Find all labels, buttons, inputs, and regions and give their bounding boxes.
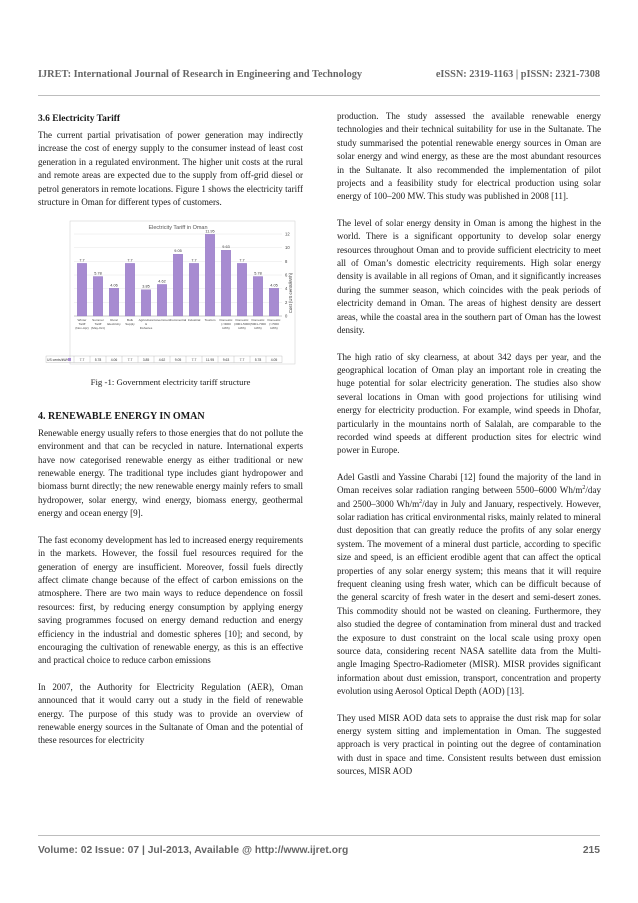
paragraph: The level of solar energy density in Oman is among the highest in the world. There is a significant opportunity to develop solar energy resources throughout Oman and to provide sufficient electricity to meet all of Oman’s domestic electricity requirements. High solar energy density is available in all regions of Oman, and it significantly increases during the summer season, which coincides with the peak periods of electricity demand in Oman. The areas of highest density are dessert areas, while the coastal area in the southern part of Oman has the lowest density. — [337, 217, 601, 336]
x-tick-label-line: Tourism — [204, 318, 216, 323]
chart-title: Electricity Tariff in Oman — [148, 225, 208, 232]
table-cell: 5.78 — [94, 358, 102, 363]
left-column — [38, 113, 303, 761]
page-footer — [38, 845, 600, 859]
x-tick-label-line: kWh) — [222, 326, 230, 331]
paragraph — [337, 471, 601, 699]
table-cell: 9.05 — [174, 358, 182, 363]
table-cell: 5.78 — [254, 358, 262, 363]
data-label: 9.05 — [174, 249, 182, 254]
table-cell: 7.7 — [127, 358, 133, 363]
data-label: 3.85 — [142, 285, 150, 290]
header-rule — [38, 95, 600, 96]
data-label: 4.06 — [110, 283, 118, 288]
page-header — [38, 69, 600, 83]
x-tick-label-line: Supply — [125, 322, 135, 327]
bar — [141, 290, 151, 316]
tariff-chart — [38, 218, 303, 368]
x-tick-label-line: (May-Oct) — [91, 326, 105, 331]
bar — [77, 264, 87, 317]
x-tick-label-line: Bulk — [126, 318, 134, 323]
footer-rule — [38, 835, 600, 836]
x-tick-label-line: Fisheries — [139, 326, 153, 331]
table-cell: 9.63 — [222, 358, 230, 363]
x-tick-label-line: Government — [153, 318, 171, 323]
table-cell: 4.05 — [270, 358, 278, 363]
data-label: 7.7 — [191, 258, 197, 263]
bar — [189, 264, 199, 317]
superscript: 2 — [419, 498, 423, 505]
y-tick-label: 0 — [285, 313, 288, 319]
bar — [269, 289, 279, 317]
tariff-chart-figure — [38, 218, 303, 368]
x-tick-label — [170, 318, 187, 322]
y-tick-label: 4 — [285, 286, 288, 292]
data-label: 5.78 — [254, 271, 262, 276]
x-tick-label-line: (3001-5000 — [234, 322, 250, 327]
paragraph: In 2007, the Authority for Electricity Regulation (AER), Oman announced that it would carry out a study in the field of renewable energy. The purpose of this study was to provide an overview of renewable energy sources in the Sultanate of Oman and the potential of these resources for electricity — [38, 681, 303, 746]
data-label: 5.78 — [94, 271, 102, 276]
paragraph: The current partial privatisation of power generation may indirectly increase the cost of energy supply to the consumer instead of least cost generation in a regulated environment. The higher unit costs at the rural and remote areas are expected due to the supply from off-grid diesel or petrol generators in remote locations. Figure 1 shows the electricity tariff structure in Oman for different types of customers. — [38, 130, 303, 208]
x-tick-label-line: kWh) — [254, 326, 262, 331]
superscript: 2 — [582, 485, 586, 492]
data-label: 9.63 — [222, 245, 230, 250]
legend-series-name: US cents/kWh — [47, 358, 69, 363]
data-label: 4.62 — [158, 279, 166, 284]
bar — [221, 251, 231, 317]
x-tick-label-line: & — [144, 322, 148, 327]
text-run: /day in July and January, respectively. However, solar radiation has critical environmental risks, mainly related to mineral dust deposition that can greatly reduce the profits of any solar energy system. The movement of a mineral dust particle, according to specific size and speed, is an efficient erodible agent that can affect the optical properties of any solar energy system; this means that it will require frequent cleaning using fresh water, which can be difficult because of the general scarcity of fresh water in the desert and semi-desert zones. This commodity should not be wasted on cleaning. Furthermore, they also studied the degree of contamination from mineral dust and tracked the exposure to dust constraint on the local scale using proxy open source data, considering recent NASA satellite data from the Multi-angle Imaging Spectro-Radiometer (MISR). MISR provides significant information about dust emission, transport, concentration and property evolution using Aerosol Optical Depth (AOD) [13]. — [337, 498, 601, 697]
bar — [125, 264, 135, 317]
bar — [237, 264, 247, 317]
paragraph: The fast economy development has led to increased energy requirements in the markets. However, the fossil fuel resources required for the generation of energy are insufficient. Moreover, fossil fuels directly affect climate change because of the effect of carbon emissions on the atmosphere. There are two main ways to reduce dependence on fossil resources: first, by reducing energy consumption by applying energy saving programmes focused on energy demand reduction and energy efficiency in the industrial and domestic spheres [10]; and second, by encouraging the cultivation of renewable energy, as this is an effective and practical choice to reduce carbon emissions — [38, 534, 303, 666]
y-axis-label: Cost (US cents/kWh) — [288, 273, 293, 314]
table-cell: 7.7 — [191, 358, 197, 363]
x-tick-label — [153, 318, 170, 322]
table-cell: 4.62 — [158, 358, 166, 363]
x-tick-label-line: (Nov-Apr) — [75, 326, 89, 331]
y-tick-label: 6 — [285, 272, 288, 278]
data-label: 7.7 — [79, 258, 85, 263]
x-tick-label-line: Summer — [92, 318, 104, 323]
right-column — [337, 110, 601, 792]
bar — [253, 277, 263, 316]
bar — [93, 277, 103, 316]
x-tick-label-line: Electricity — [107, 322, 121, 327]
paragraph: They used MISR AOD data sets to appraise the dust risk map for solar energy system sitting and implementation in Oman. The suggested approach is very practical in pointing out the degree of contamination with dust in space and time. Consistent results between dust emission sources, MISR AOD — [337, 712, 601, 777]
section-heading-3-6: 3.6 Electricity Tariff — [38, 114, 121, 124]
data-label: 4.05 — [270, 283, 278, 288]
section-heading-4: 4. RENEWABLE ENERGY IN OMAN — [38, 410, 205, 422]
x-tick-label-line: Domestic — [251, 318, 265, 323]
table-cell: 4.06 — [110, 358, 118, 363]
x-tick-label-line: Winter — [77, 318, 87, 323]
legend-swatch — [68, 358, 71, 361]
x-tick-label-line: (5001-7000 — [250, 322, 266, 327]
text-run: /day and 2500–3000 Wh/m — [337, 485, 601, 509]
x-tick-label-line: Domestic — [235, 318, 249, 323]
bar — [109, 289, 119, 317]
data-label: 7.7 — [127, 258, 133, 263]
journal-title: IJRET: International Journal of Research in Engineering and Technology — [38, 69, 363, 80]
page-number: 215 — [582, 845, 600, 856]
x-tick-label-line: kWh) — [238, 326, 246, 331]
x-tick-label-line: Industrial — [187, 318, 201, 323]
table-cell: 7.7 — [79, 358, 85, 363]
issn-label: eISSN: 2319-1163 | pISSN: 2321-7308 — [435, 69, 600, 80]
x-tick-label-line: (<3000 — [221, 322, 231, 327]
data-label: 11.95 — [205, 229, 215, 234]
x-tick-label — [188, 318, 201, 322]
x-tick-label-line: Tariff — [78, 322, 86, 327]
table-cell: 3.85 — [142, 358, 150, 363]
x-tick-label-line: Rural — [110, 318, 118, 323]
x-tick-label-line: Commercial — [169, 318, 187, 323]
bar — [173, 255, 183, 317]
table-cell: 7.7 — [239, 358, 245, 363]
x-tick-label-line: Agriculture — [138, 318, 154, 323]
paragraph: Renewable energy usually refers to those energies that do not pollute the environment and that can be recycled in nature. International experts have now categorised renewable energy as either traditional or new renewable energy. The traditional type includes giant hydropower and biomass burnt directly; the new renewable energy mainly refers to small hydropower, solar energy, wind energy, biomass energy, geothermal energy and ocean energy [9]. — [38, 427, 303, 519]
y-tick-label: 12 — [285, 231, 290, 237]
paragraph: production. The study assessed the available renewable energy technologies and their technical suitability for use in the Sultanate. The study summarised the potential renewable energy sources in Oman are solar energy and wind energy, as these are the most abundant resources in the Sultanate. It also recommended the implementation of pilot projects and a feasibility study for electrical production using solar energy of 100–200 MW. This study was published in 2008 [11]. — [337, 111, 601, 202]
bar — [157, 285, 167, 317]
y-tick-label: 2 — [285, 300, 288, 306]
x-tick-label — [205, 318, 216, 322]
issue-info: Volume: 02 Issue: 07 | Jul-2013, Available @ http://www.ijret.org — [38, 845, 349, 856]
x-tick-label-line: (>7000 — [269, 322, 279, 327]
y-tick-label: 10 — [285, 245, 290, 251]
bar — [205, 235, 215, 317]
data-label: 7.7 — [239, 258, 245, 263]
x-tick-label-line: Tariff — [94, 322, 102, 327]
x-tick-label-line: Domestic — [267, 318, 281, 323]
paragraph: The high ratio of sky clearness, at about 342 days per year, and the geographical location of Oman play an important role in creating the huge potential for solar electricity generation. The studies also show several locations in Oman with good projections for utilising wind energy for electricity production. For example, wind speeds in Dhofar, particularly in the mountains north of Salalah, are comparable to the recorded wind speeds at different production sites for electric wind power in Europe. — [337, 351, 601, 456]
x-tick-label-line: Domestic — [219, 318, 233, 323]
figure-caption: Fig -1: Government electricity tariff structure — [90, 377, 251, 388]
text-run: Adel Gastli and Yassine Charabi [12] found the majority of the land in Oman receives solar radiation ranging between 5500–6000 Wh/m — [337, 471, 601, 496]
x-tick-label-line: kWh) — [270, 326, 278, 331]
table-cell: 11.95 — [205, 358, 215, 363]
y-tick-label: 8 — [285, 259, 288, 265]
